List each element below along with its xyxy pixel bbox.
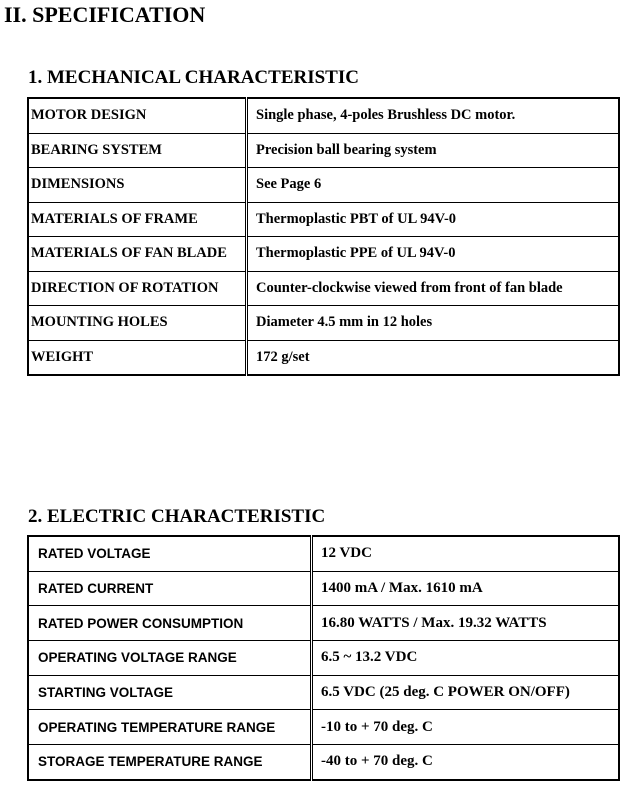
table-row	[28, 641, 619, 676]
table-row	[28, 340, 619, 375]
mechanical-spec-table	[27, 97, 620, 376]
table-row	[28, 710, 619, 745]
electric-section-title: 2. ELECTRIC CHARACTERISTIC	[28, 506, 326, 527]
table-row	[28, 237, 619, 272]
spec-value: Precision ball bearing system	[247, 133, 620, 168]
spec-value: 6.5 ~ 13.2 VDC	[312, 641, 620, 676]
spec-value: -10 to + 70 deg. C	[312, 710, 620, 745]
spec-label: STARTING VOLTAGE	[28, 675, 312, 710]
spec-value: Single phase, 4-poles Brushless DC motor.	[247, 98, 620, 133]
spec-value: -40 to + 70 deg. C	[312, 745, 620, 780]
table-row	[28, 202, 619, 237]
table-row	[28, 271, 619, 306]
spec-value: 6.5 VDC (25 deg. C POWER ON/OFF)	[312, 675, 620, 710]
spec-label: RATED CURRENT	[28, 571, 312, 606]
spec-label: MOTOR DESIGN	[28, 98, 247, 133]
spec-label: DIRECTION OF ROTATION	[28, 271, 247, 306]
spec-value: Thermoplastic PPE of UL 94V-0	[247, 237, 620, 272]
electric-spec-table	[27, 535, 620, 781]
spec-label: MOUNTING HOLES	[28, 306, 247, 341]
table-row	[28, 98, 619, 133]
spec-value: See Page 6	[247, 168, 620, 203]
mechanical-section-title: 1. MECHANICAL CHARACTERISTIC	[28, 67, 359, 88]
spec-label: OPERATING VOLTAGE RANGE	[28, 641, 312, 676]
spec-label: RATED POWER CONSUMPTION	[28, 606, 312, 641]
spec-value: 16.80 WATTS / Max. 19.32 WATTS	[312, 606, 620, 641]
spec-value: Thermoplastic PBT of UL 94V-0	[247, 202, 620, 237]
spec-value: Counter-clockwise viewed from front of fan blade	[247, 271, 620, 306]
table-row	[28, 168, 619, 203]
spec-value: Diameter 4.5 mm in 12 holes	[247, 306, 620, 341]
table-row	[28, 133, 619, 168]
spec-value: 12 VDC	[312, 536, 620, 571]
table-row	[28, 536, 619, 571]
spec-label: DIMENSIONS	[28, 168, 247, 203]
spec-label: OPERATING TEMPERATURE RANGE	[28, 710, 312, 745]
table-row	[28, 745, 619, 780]
spec-label: STORAGE TEMPERATURE RANGE	[28, 745, 312, 780]
spec-label: BEARING SYSTEM	[28, 133, 247, 168]
spec-value: 1400 mA / Max. 1610 mA	[312, 571, 620, 606]
spec-label: MATERIALS OF FAN BLADE	[28, 237, 247, 272]
spec-label: RATED VOLTAGE	[28, 536, 312, 571]
table-row	[28, 606, 619, 641]
page-title: II. SPECIFICATION	[4, 2, 206, 27]
spec-label: WEIGHT	[28, 340, 247, 375]
table-row	[28, 675, 619, 710]
spec-value: 172 g/set	[247, 340, 620, 375]
spec-label: MATERIALS OF FRAME	[28, 202, 247, 237]
table-row	[28, 571, 619, 606]
table-row	[28, 306, 619, 341]
